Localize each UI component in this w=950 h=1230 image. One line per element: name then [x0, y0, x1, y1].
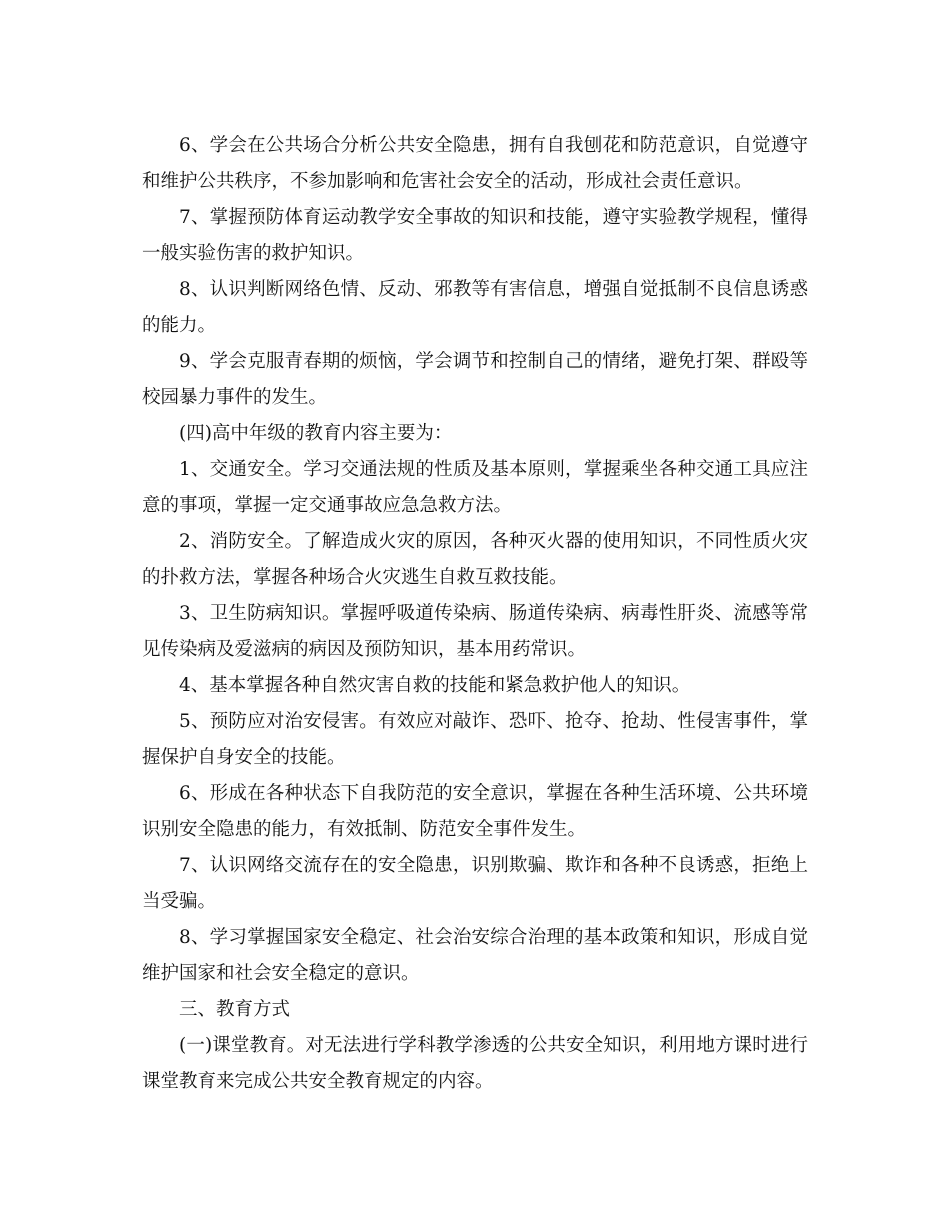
paragraph: 8、学习掌握国家安全稳定、社会治安综合治理的基本政策和知识，形成自觉维护国家和社会安全稳定的意识。	[142, 927, 808, 984]
paragraph: (一)课堂教育。对无法进行学科教学渗透的公共安全知识，利用地方课时进行课堂教育来完成公共安全教育规定的内容。	[142, 1035, 808, 1092]
paragraph: 7、掌握预防体育运动教学安全事故的知识和技能，遵守实验教学规程，懂得一般实验伤害的救护知识。	[142, 207, 808, 264]
document-page	[142, 128, 808, 1100]
paragraph: 6、学会在公共场合分析公共安全隐患，拥有自我刨花和防范意识，自觉遵守和维护公共秩序，不参加影响和危害社会安全的活动，形成社会责任意识。	[142, 135, 808, 192]
paragraph: 6、形成在各种状态下自我防范的安全意识，掌握在各种生活环境、公共环境识别安全隐患的能力，有效抵制、防范安全事件发生。	[142, 783, 808, 840]
section-heading: 三、教育方式	[179, 999, 291, 1020]
paragraph: 8、认识判断网络色情、反动、邪教等有害信息，增强自觉抵制不良信息诱惑的能力。	[142, 279, 808, 336]
paragraph: 2、消防安全。了解造成火灾的原因，各种灭火器的使用知识，不同性质火灾的扑救方法，掌握各种场合火灾逃生自救互救技能。	[142, 531, 808, 588]
paragraph: 1、交通安全。学习交通法规的性质及基本原则，掌握乘坐各种交通工具应注意的事项，掌握一定交通事故应急急救方法。	[142, 459, 808, 516]
section-heading: (四)高中年级的教育内容主要为：	[179, 423, 453, 444]
paragraph: 7、认识网络交流存在的安全隐患，识别欺骗、欺诈和各种不良诱惑，拒绝上当受骗。	[142, 855, 808, 912]
paragraph: 3、卫生防病知识。掌握呼吸道传染病、肠道传染病、病毒性肝炎、流感等常见传染病及爱滋病的病因及预防知识，基本用药常识。	[142, 603, 808, 660]
paragraph: 4、基本掌握各种自然灾害自救的技能和紧急救护他人的知识。	[179, 675, 691, 696]
paragraph: 5、预防应对治安侵害。有效应对敲诈、恐吓、抢夺、抢劫、性侵害事件，掌握保护自身安全的技能。	[142, 711, 808, 768]
paragraph: 9、学会克服青春期的烦恼，学会调节和控制自己的情绪，避免打架、群殴等校园暴力事件的发生。	[142, 351, 808, 408]
